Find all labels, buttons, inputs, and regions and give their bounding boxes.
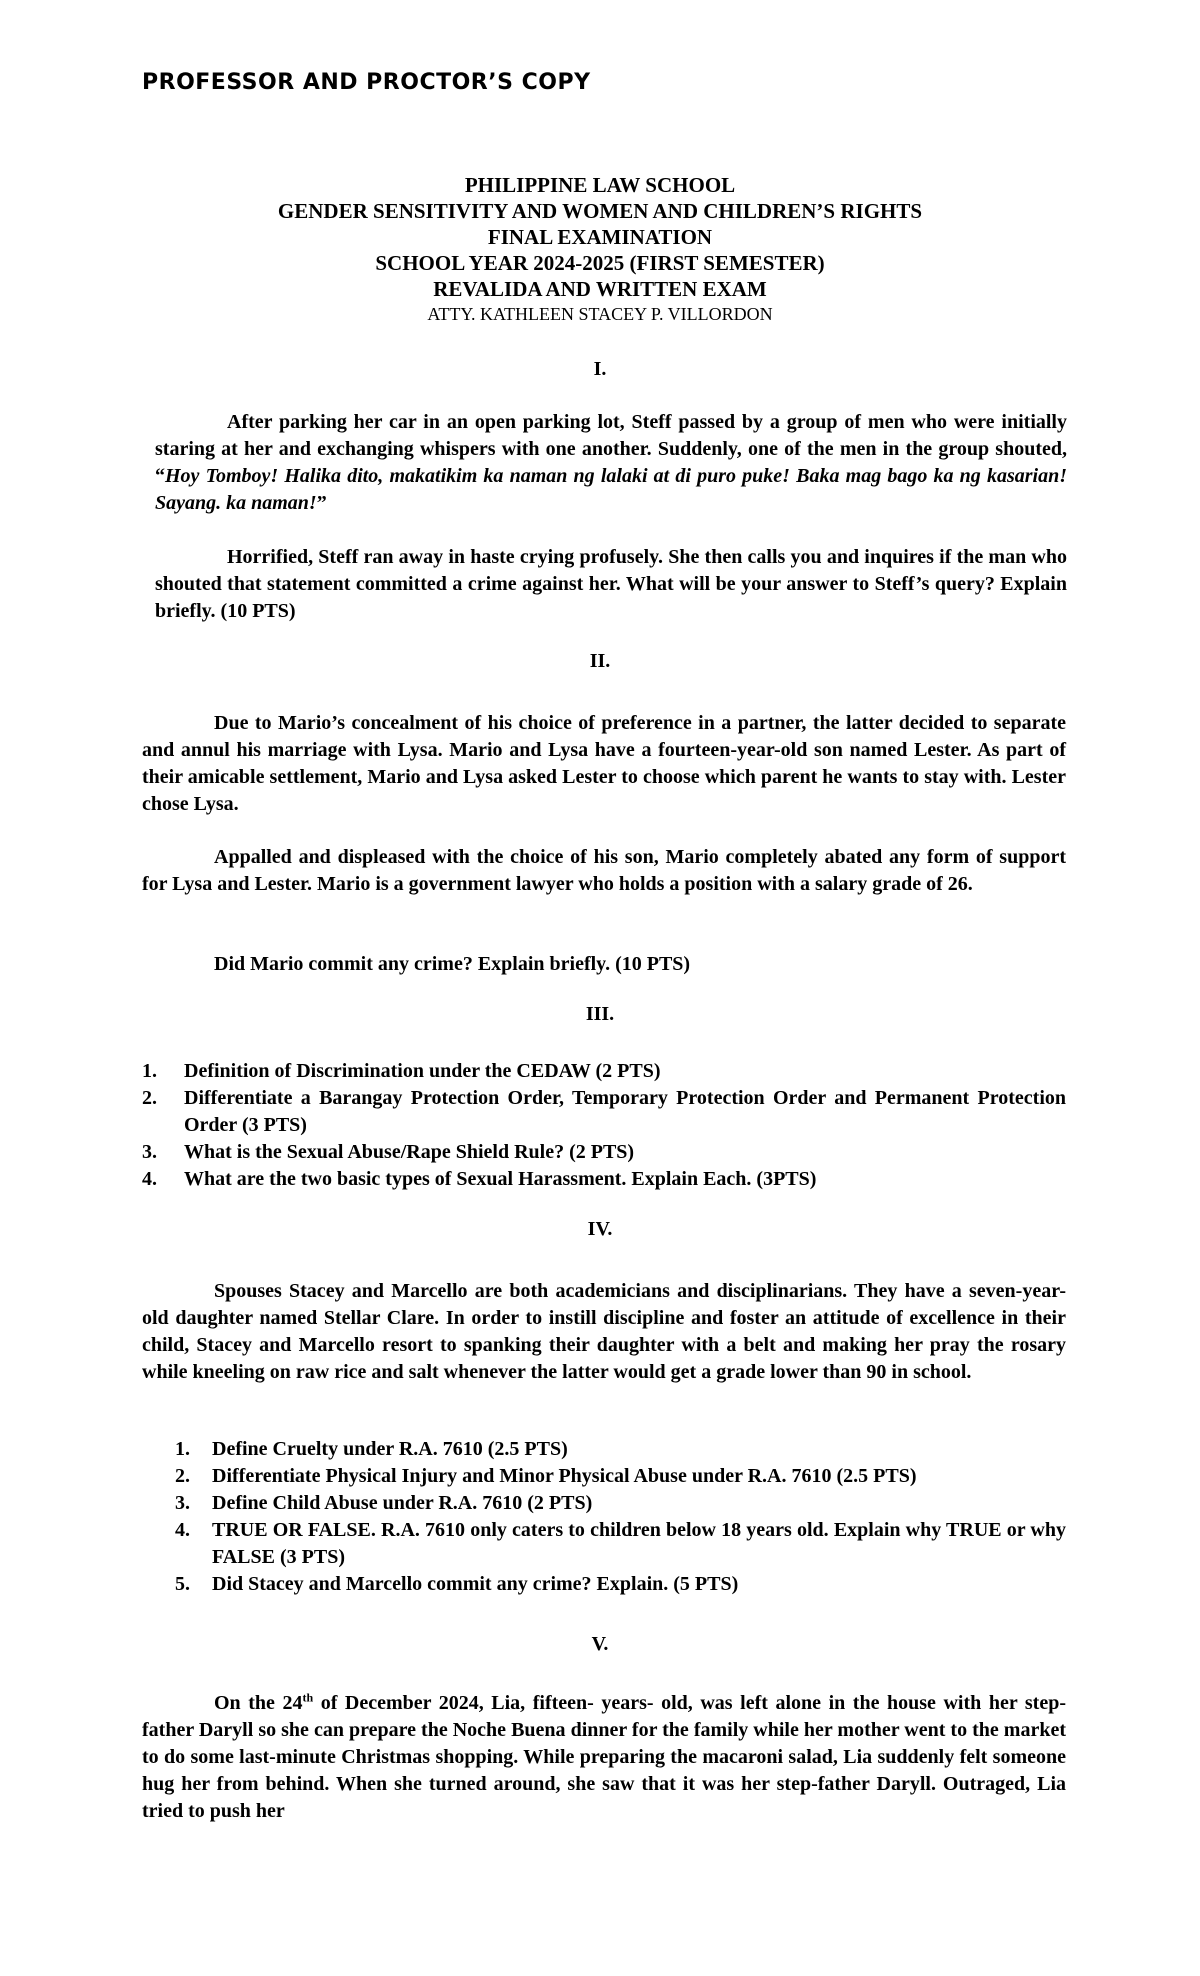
ordinal-suffix: th bbox=[302, 1690, 314, 1705]
professor-name: ATTY. KATHLEEN STACEY P. VILLORDON bbox=[427, 304, 773, 324]
question-number: 2. bbox=[142, 1087, 157, 1109]
section-number-5: V. bbox=[591, 1633, 609, 1655]
question-number: 4. bbox=[142, 1168, 157, 1190]
section-4-question bbox=[175, 1571, 1066, 1598]
section-3-question bbox=[142, 1085, 1066, 1139]
section-1-paragraph-2: Horrified, Steff ran away in haste crying profusely. She then calls you and inquires if the man who shouted that statement committed a crime against her. What will be your answer to Steff’s query? Explain briefly. (10 PTS) bbox=[155, 546, 1067, 622]
section-number-2: II. bbox=[589, 650, 611, 672]
section-1-text-a: After parking her car in an open parking lot, Steff passed by a group of men who were initially staring at her and exchanging whispers with one another. Suddenly, one of the men in the group shouted, “ bbox=[155, 411, 1067, 487]
section-1-paragraph-1 bbox=[155, 409, 1067, 517]
question-number: 4. bbox=[175, 1519, 190, 1541]
question-text: What is the Sexual Abuse/Rape Shield Rule? (2 PTS) bbox=[184, 1141, 635, 1163]
section-5-text-a: On the 24 bbox=[214, 1692, 303, 1714]
section-4-paragraph-1: Spouses Stacey and Marcello are both academicians and disciplinarians. They have a seven-year-old daughter named Stellar Clare. In order to instill discipline and foster an attitude of excellence in their child, Stacey and Marcello resort to spanking their daughter with a belt and making her pray the rosary while kneeling on raw rice and salt whenever the latter would get a grade lower than 90 in school. bbox=[142, 1280, 1066, 1383]
section-number-4: IV. bbox=[587, 1218, 613, 1240]
section-5-text-b: of December 2024, Lia, fifteen- years- old, was left alone in the house with her step-father Daryll so she can prepare the Noche Buena dinner for the family while her mother went to the market to do some last-minute Christmas shopping. While preparing the macaroni salad, Lia suddenly felt someone hug her from behind. When she turned around, she saw that it was her step-father Daryll. Outraged, Lia tried to push her bbox=[142, 1692, 1067, 1822]
section-4-question bbox=[175, 1436, 1066, 1463]
section-2-paragraph-1: Due to Mario’s concealment of his choice of preference in a partner, the latter decided to separate and annul his marriage with Lysa. Mario and Lysa have a fourteen-year-old son named Lester. As part of their amicable settlement, Mario and Lysa asked Lester to choose which parent he wants to stay with. Lester chose Lysa. bbox=[142, 712, 1066, 815]
question-number: 2. bbox=[175, 1465, 190, 1487]
question-text: TRUE OR FALSE. R.A. 7610 only caters to children below 18 years old. Explain why TRUE or why FALSE (3 PTS) bbox=[212, 1519, 1066, 1568]
question-number: 5. bbox=[175, 1573, 190, 1595]
question-number: 3. bbox=[175, 1492, 190, 1514]
section-3-question bbox=[142, 1058, 1066, 1085]
exam-type: REVALIDA AND WRITTEN EXAM bbox=[433, 277, 767, 301]
section-number-1: I. bbox=[593, 358, 607, 380]
section-1-text-b: ” bbox=[316, 492, 327, 514]
section-4-question bbox=[175, 1463, 1066, 1490]
section-5-paragraph-1 bbox=[142, 1690, 1066, 1825]
question-text: Define Cruelty under R.A. 7610 (2.5 PTS) bbox=[212, 1438, 568, 1460]
section-number-3: III. bbox=[585, 1003, 615, 1025]
course-title: GENDER SENSITIVITY AND WOMEN AND CHILDREN’S RIGHTS bbox=[277, 199, 923, 223]
question-text: Differentiate Physical Injury and Minor Physical Abuse under R.A. 7610 (2.5 PTS) bbox=[212, 1465, 917, 1487]
section-4-question-list bbox=[175, 1436, 1066, 1598]
section-4-question bbox=[175, 1490, 1066, 1517]
section-1-quote: Hoy Tomboy! Halika dito, makatikim ka naman ng lalaki at di puro puke! Baka mag bago ka ng kasarian! Sayang. ka naman! bbox=[155, 465, 1067, 514]
question-text: Did Stacey and Marcello commit any crime? Explain. (5 PTS) bbox=[212, 1573, 739, 1595]
school-name: PHILIPPINE LAW SCHOOL bbox=[464, 173, 736, 197]
exam-title: FINAL EXAMINATION bbox=[487, 225, 713, 249]
exam-header bbox=[0, 172, 1200, 326]
question-text: Define Child Abuse under R.A. 7610 (2 PTS) bbox=[212, 1492, 593, 1514]
copy-label: PROFESSOR AND PROCTOR’S COPY bbox=[142, 70, 591, 95]
question-number: 1. bbox=[175, 1438, 190, 1460]
section-2-paragraph-2: Appalled and displeased with the choice of his son, Mario completely abated any form of support for Lysa and Lester. Mario is a government lawyer who holds a position with a salary grade of 26. bbox=[142, 846, 1066, 895]
question-text: Definition of Discrimination under the CEDAW (2 PTS) bbox=[184, 1060, 661, 1082]
question-text: Differentiate a Barangay Protection Order, Temporary Protection Order and Permanent Protection Order (3 PTS) bbox=[184, 1087, 1066, 1136]
school-year: SCHOOL YEAR 2024-2025 (FIRST SEMESTER) bbox=[375, 251, 825, 275]
section-3-question-list bbox=[142, 1058, 1066, 1193]
section-4-question bbox=[175, 1517, 1066, 1571]
question-number: 3. bbox=[142, 1141, 157, 1163]
section-3-question bbox=[142, 1139, 1066, 1166]
question-text: What are the two basic types of Sexual Harassment. Explain Each. (3PTS) bbox=[184, 1168, 817, 1190]
section-2-paragraph-3: Did Mario commit any crime? Explain briefly. (10 PTS) bbox=[214, 953, 691, 975]
question-number: 1. bbox=[142, 1060, 157, 1082]
section-3-question bbox=[142, 1166, 1066, 1193]
